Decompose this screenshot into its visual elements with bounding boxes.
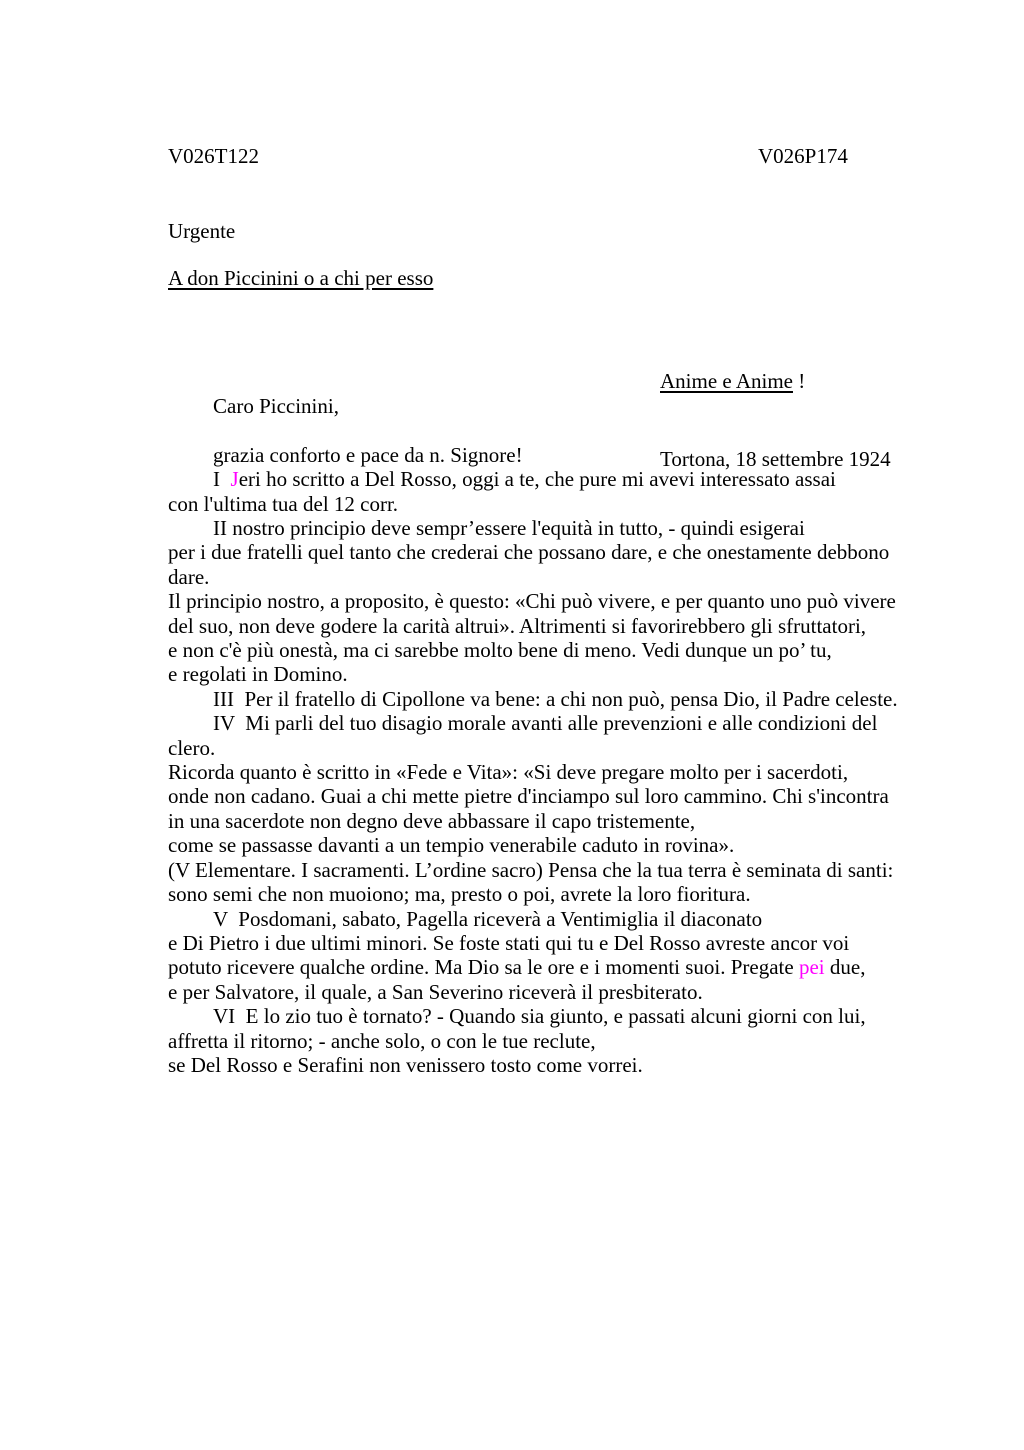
letter-line [168, 394, 998, 418]
doc-code-left: V026T122 [168, 144, 259, 168]
urgency-label: Urgente [168, 219, 236, 243]
motto-line [660, 368, 891, 394]
letter-line [168, 955, 998, 979]
letter-line [168, 662, 998, 686]
letter-text-segment: e Di Pietro i due ultimi minori. Se foste stati qui tu e Del Rosso avreste ancor voi [168, 930, 850, 955]
letter-text-segment: dare. [168, 564, 210, 589]
letter-text-segment: Ricorda quanto è scritto in «Fede e Vita»: «Si deve pregare molto per i sacerdoti, [168, 760, 849, 785]
letter-line [168, 882, 998, 906]
recipient-line: A don Piccinini o a chi per esso [168, 266, 434, 290]
letter-text-segment: se Del Rosso e Serafini non venissero tosto come vorrei. [168, 1052, 643, 1077]
letter-text-segment: (V Elementare. I sacramenti. L’ordine sacro) Pensa che la tua terra è seminata di santi: [168, 857, 894, 882]
letter-line [168, 1053, 998, 1077]
letter-text-segment: sono semi che non muoiono; ma, presto o poi, avrete la loro fioritura. [168, 882, 751, 907]
letter-text-segment: onde non cadano. Guai a chi mette pietre d'inciampo sul loro cammino. Chi s'incontra [168, 784, 889, 809]
letter-line [168, 980, 998, 1004]
highlighted-word: J [230, 467, 239, 492]
letter-text-segment: grazia conforto e pace da n. Signore! [213, 442, 523, 467]
letter-line [168, 907, 998, 931]
letter-text-segment: Caro Piccinini, [213, 394, 339, 418]
letter-line [168, 711, 998, 735]
place-date-line: Tortona, 18 settembre 1924 [660, 447, 891, 471]
letter-line [168, 516, 998, 540]
letter-text-segment: e non c'è più onestà, ma ci sarebbe molto bene di meno. Vedi dunque un po’ tu, [168, 638, 832, 663]
motto-text: Anime e Anime [660, 369, 793, 393]
letter-line [168, 589, 998, 613]
letter-line [168, 687, 998, 711]
letter-text-segment: Il principio nostro, a proposito, è questo: «Chi può vivere, e per quanto uno può vivere [168, 589, 896, 614]
letter-text-segment: del suo, non deve godere la carità altrui». Altrimenti si favorirebbero gli sfruttatori, [168, 613, 867, 638]
letter-line [168, 492, 998, 516]
letter-text-segment: potuto ricevere qualche ordine. Ma Dio sa le ore e i momenti suoi. Pregate [168, 955, 799, 980]
letter-line [168, 540, 998, 564]
letter-text-segment: affretta il ritorno; - anche solo, o con le tue reclute, [168, 1028, 596, 1053]
letter-text-segment: clero. [168, 735, 216, 760]
letter-line [168, 614, 998, 638]
letter-line [168, 833, 998, 857]
letter-text-segment: eri ho scritto a Del Rosso, oggi a te, che pure mi avevi interessato assai [238, 467, 836, 492]
letter-blank-line [168, 418, 998, 442]
doc-codes-row [0, 144, 1024, 170]
letter-text-segment: e regolati in Domino. [168, 662, 348, 687]
letter-text-segment: in una sacerdote non degno deve abbassare il capo tristemente, [168, 808, 696, 833]
letter-text-segment: V Posdomani, sabato, Pagella riceverà a Ventimiglia il diaconato [213, 906, 763, 931]
letter-text-segment: per i due fratelli quel tanto che crederai che possano dare, e che onestamente debbono [168, 540, 890, 565]
letter-line [168, 760, 998, 784]
letter-line [168, 931, 998, 955]
letter-line [168, 1029, 998, 1053]
letter-text-segment: VI E lo zio tuo è tornato? - Quando sia giunto, e passati alcuni giorni con lui, [213, 1004, 866, 1029]
letter-line [168, 809, 998, 833]
letter-text-segment: due, [824, 955, 866, 980]
doc-code-right: V026P174 [758, 144, 848, 168]
letter-text-segment: come se passasse davanti a un tempio venerabile caduto in rovina». [168, 833, 735, 858]
letter-text-segment: III Per il fratello di Cipollone va bene: a chi non può, pensa Dio, il Padre celeste. [213, 686, 898, 711]
letter-text-segment: II nostro principio deve sempr’essere l'equità in tutto, - quindi esigerai [213, 516, 805, 541]
letter-line [168, 784, 998, 808]
letter-line [168, 858, 998, 882]
letter-text-segment: I [213, 467, 231, 492]
letter-text-segment: con l'ultima tua del 12 corr. [168, 491, 399, 516]
motto-exclamation: ! [792, 369, 806, 393]
letter-line [168, 467, 998, 491]
letter-text-segment: e per Salvatore, il quale, a San Severino riceverà il presbiterato. [168, 979, 703, 1004]
letter-line [168, 736, 998, 760]
highlighted-word: pei [798, 955, 825, 980]
letter-line [168, 638, 998, 662]
letter-line [168, 1004, 998, 1028]
letter-line [168, 443, 998, 467]
letter-body [168, 394, 998, 1077]
letter-text-segment: IV Mi parli del tuo disagio morale avanti alle prevenzioni e alle condizioni del [213, 711, 878, 736]
letter-line [168, 565, 998, 589]
